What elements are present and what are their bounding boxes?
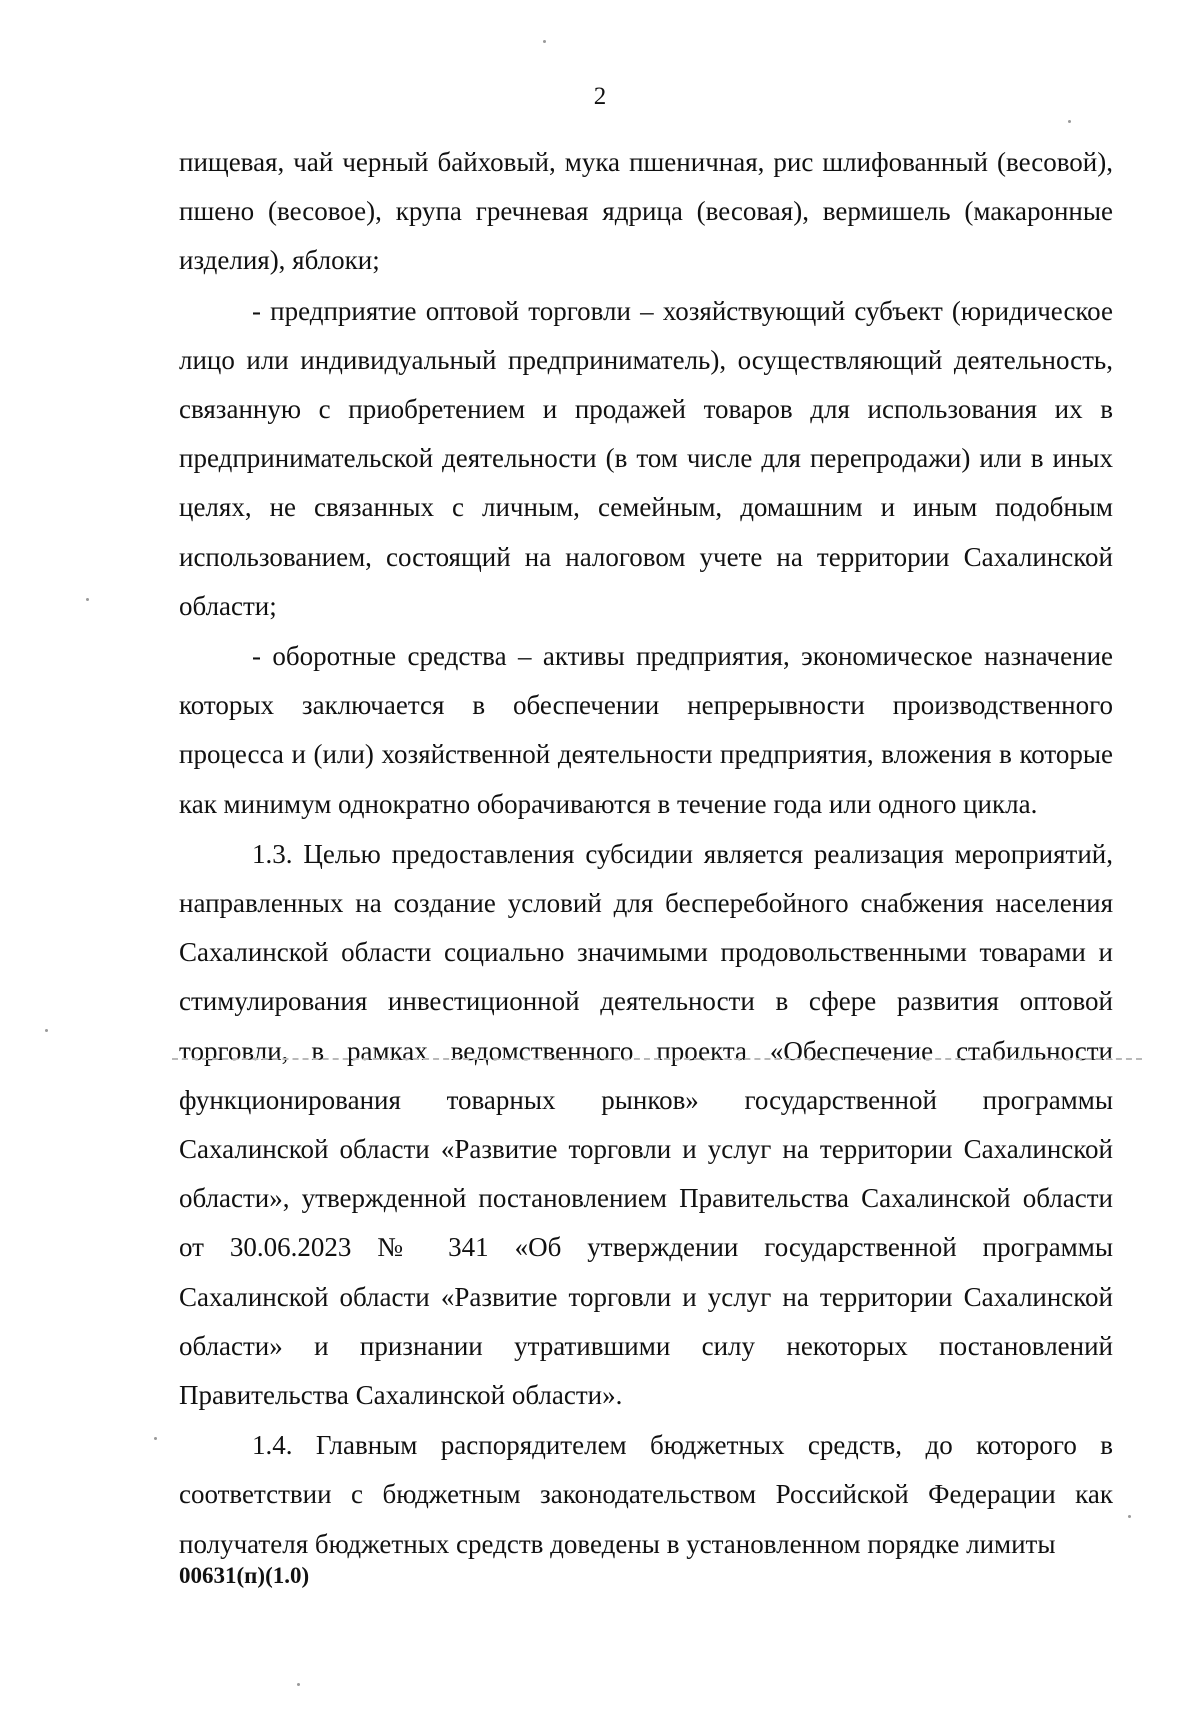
paragraph-clause-1-3: 1.3. Целью предоставления субсидии является реализация мероприятий, направленных на создание условий для бесперебойного снабжения населения Сахалинской области социально значимыми продовольственными товарами и стимулирования инвестиционной деятельности в сфере развития оптовой торговли, в рамках ведомственного проекта «Обеспечение стабильности функционирования товарных рынков» государственной программы Сахалинской области «Развитие торговли и услуг на территории Сахалинской области», утвержденной постановлением Правительства Сахалинской области от 30.06.2023 № 341 «Об утверждении государственной программы Сахалинской области «Развитие торговли и услуг на территории Сахалинской области» и признании утратившими силу некоторых постановлений Правительства Сахалинской области». (179, 838, 1113, 1411)
scan-speck (543, 40, 546, 43)
scan-speck (1068, 120, 1071, 123)
paragraph-clause-1-4: 1.4. Главным распорядителем бюджетных средств, до которого в соответствии с бюджетным законодательством Российской Федерации как получателя бюджетных средств доведены в установленном порядке лимиты (179, 1430, 1113, 1559)
scan-speck (45, 1029, 48, 1032)
scan-speck (86, 598, 89, 601)
document-code: 00631(п)(1.0) (179, 1563, 310, 1588)
scan-speck (1128, 1515, 1131, 1518)
scan-artifact-line (172, 1058, 1142, 1060)
scan-speck (154, 1437, 157, 1440)
scan-speck (297, 1683, 300, 1686)
page-number: 2 (593, 83, 607, 110)
paragraph-product-list-end: пищевая, чай черный байховый, мука пшеничная, рис шлифованный (весовой), пшено (весовое), крупа гречневая ядрица (весовая), вермишель (макаронные изделия), яблоки; (179, 147, 1113, 276)
paragraph-working-capital-definition: - оборотные средства – активы предприятия, экономическое назначение которых заключается в обеспечении непрерывности производственного процесса и (или) хозяйственной деятельности предприятия, вложения в которые как минимум однократно оборачиваются в течение года или одного цикла. (179, 641, 1113, 819)
paragraph-wholesale-definition: - предприятие оптовой торговли – хозяйствующий субъект (юридическое лицо или индивидуальный предприниматель), осуществляющий деятельность, связанную с приобретением и продажей товаров для использования их в предпринимательской деятельности (в том числе для перепродажи) или в иных целях, не связанных с личным, семейным, домашним и иным подобным использованием, состоящий на налоговом учете на территории Сахалинской области; (179, 295, 1113, 621)
document-body (179, 138, 1113, 1569)
